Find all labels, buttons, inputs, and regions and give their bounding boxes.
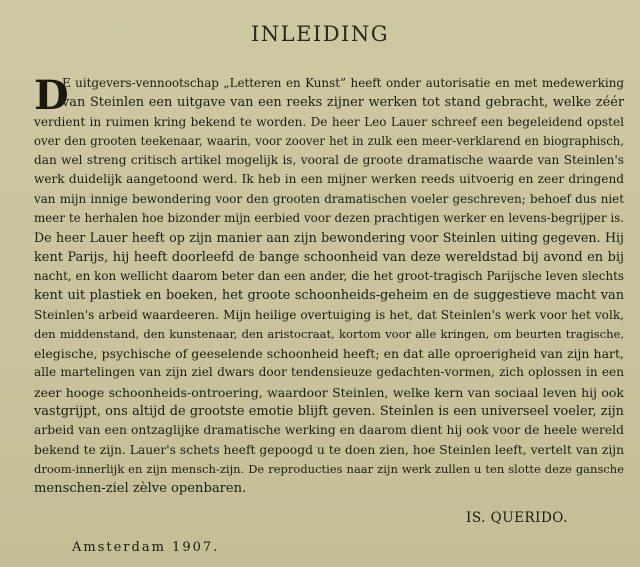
signature: IS. QUERIDO. bbox=[466, 510, 568, 526]
text-line: verdient in ruimen kring bekend te worden. De heer Leo Lauer schreef een begeleidend opstel bbox=[34, 114, 624, 129]
text-line: menschen-ziel zèlve openbaren. bbox=[34, 481, 247, 497]
text-line: alle martelingen van zijn ziel dwars door tendensieuze gedachten-vormen, zich oplossen in een bbox=[34, 365, 624, 380]
text-line: den middenstand, den kunstenaar, den aristocraat, kortom voor alle kringen, om beurten tragische, bbox=[34, 326, 624, 341]
text-line: werk duidelijk aangetoond werd. Ik heb in een mijner werken reeds uitvoerig en zeer dringend bbox=[34, 172, 624, 187]
drop-cap: D bbox=[34, 72, 69, 119]
text-line: nacht, en kon wellicht daarom beter dan een ander, die het groot-tragisch Parijsche leven slechts bbox=[34, 268, 624, 283]
body-text bbox=[34, 74, 624, 499]
text-line: van Steinlen een uitgave van een reeks zijner werken tot stand gebracht, welke zéér bbox=[62, 95, 624, 111]
text-line: dan wel streng critisch artikel mogelijk is, vooral de groote dramatische waarde van Steinlen's bbox=[34, 153, 624, 168]
page-title: INLEIDING bbox=[250, 22, 390, 46]
text-line: van mijn innige bewondering voor den grooten dramatischen voeler geschreven; behoef dus niet bbox=[34, 191, 624, 206]
text-line: Steinlen's arbeid waardeeren. Mijn heilige overtuiging is het, dat Steinlen's werk voor het volk, bbox=[34, 307, 624, 322]
text-line: arbeid van een ontzaglijke dramatische werking en daarom dient hij ook voor de heele wereld bbox=[34, 423, 624, 438]
text-line: elegische, psychische of geeselende schoonheid heeft; en dat alle oproerigheid van zijn hart, bbox=[34, 346, 624, 362]
text-line: kent uit plastiek en boeken, het groote schoonheids-geheim en de suggestieve macht van bbox=[34, 288, 624, 304]
place-date: Amsterdam 1907. bbox=[72, 540, 220, 555]
text-line: kent Parijs, hij heeft doorleefd de bange schoonheid van deze wereldstad bij avond en bij bbox=[34, 249, 624, 265]
text-line: bekend te zijn. Lauer's schets heeft gepoogd u te doen zien, hoe Steinlen leeft, vertelt van zijn bbox=[34, 442, 624, 457]
text-line: De heer Lauer heeft op zijn manier aan zijn bewondering voor Steinlen uiting gegeven. Hij bbox=[34, 230, 624, 246]
text-line: E uitgevers-vennootschap „Letteren en Kunst” heeft onder autorisatie en met medewerking bbox=[62, 76, 624, 90]
text-line: vastgrijpt, ons altijd de grootste emotie blijft geven. Steinlen is een universeel voeler, zijn bbox=[34, 404, 624, 420]
text-line: droom-innerlijk en zijn mensch-zijn. De reproducties naar zijn werk zullen u ten slotte deze gansche bbox=[34, 461, 624, 476]
text-line: meer te herhalen hoe bizonder mijn eerbied voor dezen prachtigen werker en levens-begrijper is. bbox=[34, 211, 624, 226]
text-line: zeer hooge schoonheids-ontroering, waardoor Steinlen, welke kern van sociaal leven hij ook bbox=[34, 384, 624, 400]
text-line: over den grooten teekenaar, waarin, voor zoover het in zulk een meer-verklarend en biographisch, bbox=[34, 133, 624, 148]
